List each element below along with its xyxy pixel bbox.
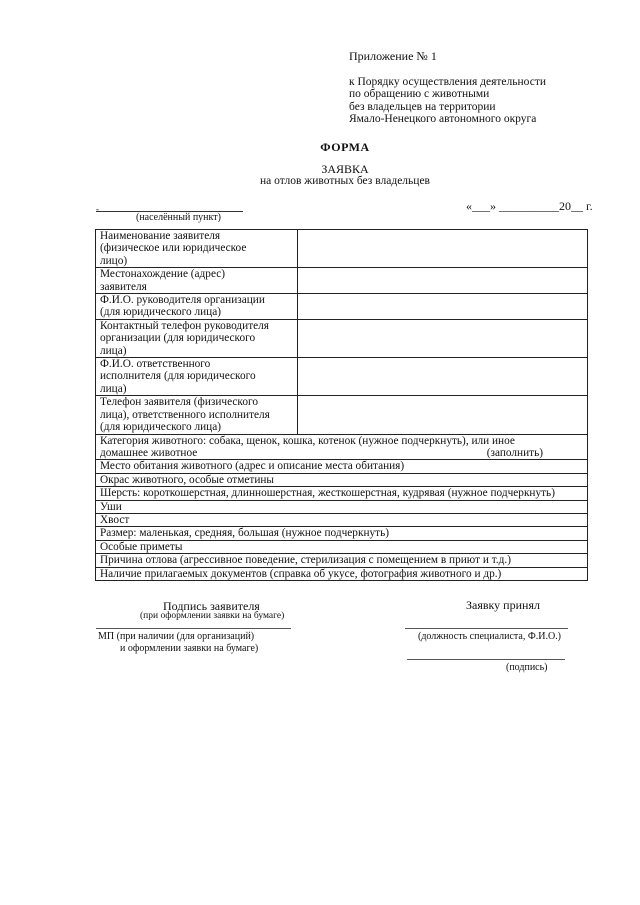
table-row xyxy=(96,527,588,540)
table-row xyxy=(96,396,588,434)
field-value[interactable] xyxy=(298,268,588,294)
full-width-field[interactable]: Шерсть: короткошерстная, длинношерстная, жесткошерстная, кудрявая (нужное подчеркнуть) xyxy=(96,487,588,500)
appendix-reference-line: к Порядку осуществления деятельности xyxy=(349,76,546,88)
field-label xyxy=(96,396,298,434)
date-field[interactable]: «___» __________20__ г. xyxy=(466,199,593,213)
full-width-field[interactable]: Наличие прилагаемых документов (справка об укусе, фотография животного и др.) xyxy=(96,567,588,580)
category-line xyxy=(100,447,583,459)
field-label xyxy=(96,268,298,294)
table-row xyxy=(96,358,588,396)
label-line: Местонахождение (адрес) xyxy=(100,268,226,281)
table-row xyxy=(96,460,588,473)
field-value[interactable] xyxy=(298,230,588,268)
fill-hint: (заполнить) xyxy=(486,446,543,459)
label-line: заявителя xyxy=(100,280,147,293)
application-table xyxy=(95,229,588,581)
full-width-field[interactable]: Хвост xyxy=(96,513,588,526)
form-subtitle: на отлов животных без владельцев xyxy=(260,175,430,187)
table-row xyxy=(96,500,588,513)
full-width-field[interactable]: Особые приметы xyxy=(96,540,588,553)
label-line: лица) xyxy=(100,344,127,357)
label-line: (для юридического лица) xyxy=(100,306,221,319)
label-line: Ф.И.О. ответственного xyxy=(100,358,211,371)
field-value[interactable] xyxy=(298,396,588,434)
field-value[interactable] xyxy=(298,358,588,396)
specialist-label: (должность специалиста, Ф.И.О.) xyxy=(418,631,561,642)
label-line: организации (для юридического xyxy=(100,332,256,345)
place-label: (населённый пункт) xyxy=(136,212,221,223)
field-value[interactable] xyxy=(298,319,588,357)
table-row xyxy=(96,268,588,294)
full-width-field[interactable]: Уши xyxy=(96,500,588,513)
signature-label: (подпись) xyxy=(506,662,548,673)
label-line: Ф.И.О. руководителя организации xyxy=(100,294,265,307)
label-line: Телефон заявителя (физического xyxy=(100,396,258,409)
place-dash: - xyxy=(96,204,99,214)
label-line: лицо) xyxy=(100,254,128,267)
label-line: (физическое или юридическое xyxy=(100,242,247,255)
stamp-note-line: МП (при наличии (для организаций) xyxy=(98,631,255,642)
table-row xyxy=(96,540,588,553)
table-row xyxy=(96,434,588,460)
label-line: Наименование заявителя xyxy=(100,230,221,242)
label-line: (для юридического лица) xyxy=(100,421,221,434)
field-label xyxy=(96,358,298,396)
form-title: ЗАЯВКА xyxy=(321,162,369,176)
signature-line[interactable] xyxy=(407,659,565,660)
category-text: домашнее животное xyxy=(100,446,198,459)
accepted-label: Заявку принял xyxy=(466,598,540,612)
category-field[interactable] xyxy=(96,434,588,460)
form-heading: ФОРМА xyxy=(320,140,370,154)
appendix-reference xyxy=(349,76,546,126)
appendix-reference-line: Ямало-Ненецкого автономного округа xyxy=(349,113,537,126)
table-row xyxy=(96,554,588,567)
applicant-signature-note: (при оформлении заявки на бумаге) xyxy=(140,611,285,621)
label-line: Контактный телефон руководителя xyxy=(100,319,269,332)
appendix-number: Приложение № 1 xyxy=(349,49,437,63)
field-label xyxy=(96,230,298,268)
stamp-note xyxy=(98,631,258,654)
appendix-reference-line: без владельцев на территории xyxy=(349,100,496,113)
full-width-field[interactable]: Причина отлова (агрессивное поведение, стерилизация с помещением в приют и т.д.) xyxy=(96,554,588,567)
field-value[interactable] xyxy=(298,294,588,320)
stamp-note-line: и оформлении заявки на бумаге) xyxy=(120,642,259,654)
label-line: лица), ответственного исполнителя xyxy=(100,408,270,421)
field-label xyxy=(96,319,298,357)
specialist-line[interactable] xyxy=(405,628,568,629)
field-label xyxy=(96,294,298,320)
full-width-field[interactable]: Окрас животного, особые отметины xyxy=(96,473,588,486)
table-row xyxy=(96,487,588,500)
full-width-field[interactable]: Место обитания животного (адрес и описание места обитания) xyxy=(96,460,588,473)
table-row xyxy=(96,230,588,268)
label-line: лица) xyxy=(100,382,127,395)
applicant-signature-line[interactable] xyxy=(96,628,291,629)
table-row xyxy=(96,319,588,357)
category-line: Категория животного: собака, щенок, кошка, котенок (нужное подчеркнуть), или иное xyxy=(100,434,515,447)
table-row xyxy=(96,513,588,526)
table-row xyxy=(96,567,588,580)
full-width-field[interactable]: Размер: маленькая, средняя, большая (нужное подчеркнуть) xyxy=(96,527,588,540)
table-row xyxy=(96,473,588,486)
table-row xyxy=(96,294,588,320)
appendix-reference-line: по обращению с животными xyxy=(349,88,490,101)
label-line: исполнителя (для юридического xyxy=(100,370,256,383)
applicant-signature-label: Подпись заявителя xyxy=(163,599,260,613)
